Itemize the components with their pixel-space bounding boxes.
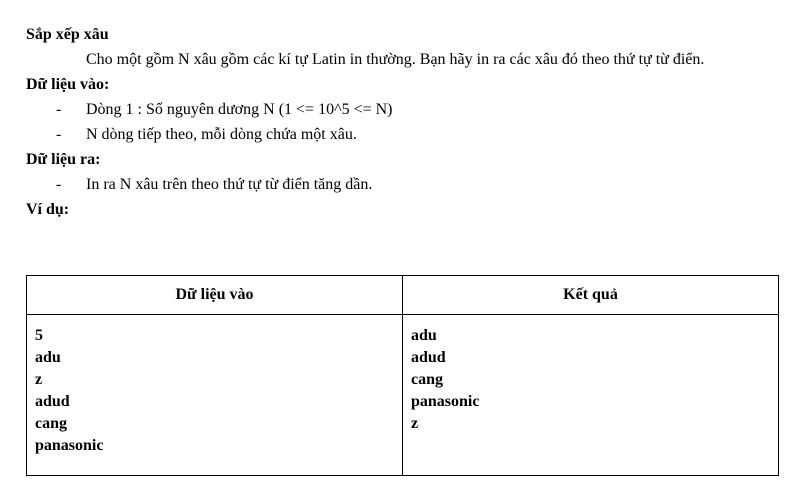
- input-line: 5: [35, 327, 43, 344]
- problem-document: [26, 22, 778, 222]
- bullet-dash: -: [56, 101, 62, 118]
- output-line: cang: [411, 371, 443, 388]
- input-line: panasonic: [35, 437, 104, 454]
- input-bullet-1-text: Dòng 1 : Số nguyên dương N (1 <= 10^5 <= N): [86, 101, 393, 118]
- output-line: adud: [411, 349, 446, 366]
- header-output: Kết quả: [403, 276, 779, 315]
- input-line: adud: [35, 393, 70, 410]
- output-heading: Dữ liệu ra:: [26, 151, 101, 168]
- problem-title: Sắp xếp xâu: [26, 26, 109, 43]
- output-line: z: [411, 415, 419, 432]
- input-line: cang: [35, 415, 67, 432]
- input-line: adu: [35, 349, 61, 366]
- header-input: Dữ liệu vào: [27, 276, 403, 315]
- output-bullet-1-text: In ra N xâu trên theo thứ tự từ điển tăng dần.: [86, 176, 373, 193]
- output-line: adu: [411, 327, 437, 344]
- input-line: z: [35, 371, 43, 388]
- example-input-cell: [27, 315, 403, 476]
- input-heading: Dữ liệu vào:: [26, 76, 110, 93]
- input-bullet-2: [26, 122, 778, 147]
- input-bullet-2-text: N dòng tiếp theo, mỗi dòng chứa một xâu.: [86, 126, 357, 143]
- example-heading: Ví dụ:: [26, 201, 70, 218]
- problem-description: Cho một gồm N xâu gồm các kí tự Latin in thường. Bạn hãy in ra các xâu đó theo thứ tự từ điển.: [86, 51, 705, 68]
- example-table-row: [27, 315, 779, 476]
- input-bullet-1: [26, 97, 778, 122]
- bullet-dash: -: [56, 176, 62, 193]
- example-table-header-row: [27, 276, 779, 315]
- output-bullet-1: [26, 172, 778, 197]
- bullet-dash: -: [56, 126, 62, 143]
- output-line: panasonic: [411, 393, 480, 410]
- example-table: [26, 275, 779, 476]
- example-output-cell: [403, 315, 779, 476]
